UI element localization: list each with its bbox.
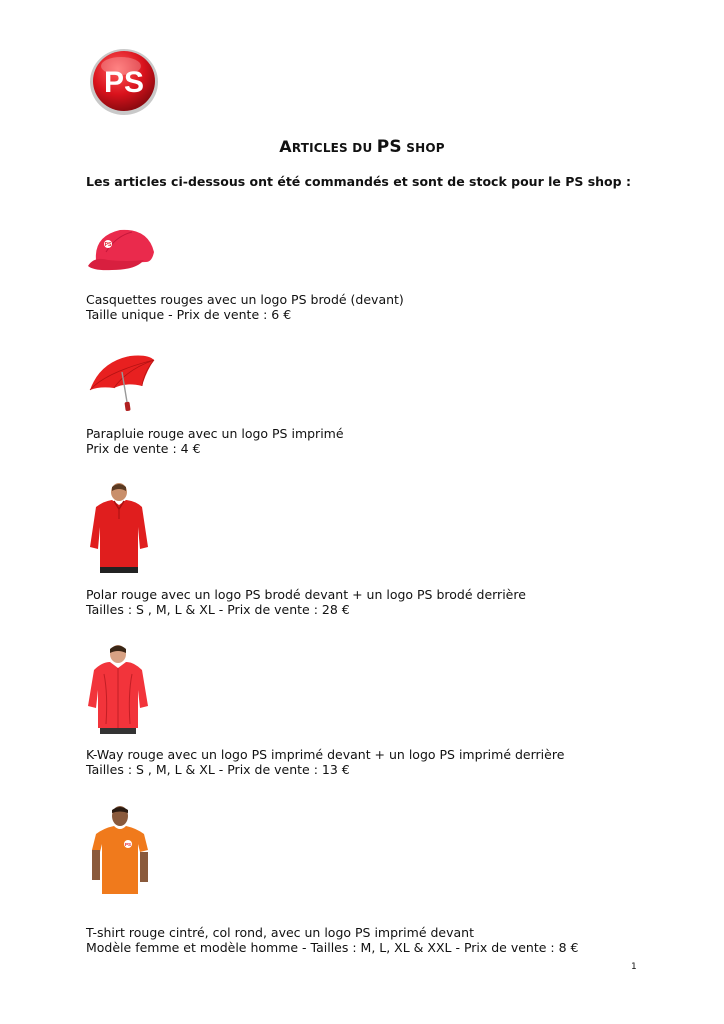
item-cap-description: Casquettes rouges avec un logo PS brodé (devant) (86, 292, 404, 307)
item-umbrella-text (86, 426, 344, 456)
title-shop: SHOP (401, 141, 445, 155)
item-umbrella-price: Prix de vente : 4 € (86, 441, 201, 456)
svg-text:PS: PS (104, 242, 112, 248)
page-number: 1 (631, 962, 637, 972)
item-fleece-description: Polar rouge avec un logo PS brodé devant + un logo PS brodé derrière (86, 587, 526, 602)
item-tshirt-price: Modèle femme et modèle homme - Tailles : M, L, XL & XXL - Prix de vente : 8 € (86, 940, 579, 955)
logo-text: PS (103, 66, 145, 99)
red-umbrella-icon (86, 352, 156, 414)
item-umbrella-description: Parapluie rouge avec un logo PS imprimé (86, 426, 344, 441)
item-cap-price: Taille unique - Prix de vente : 6 € (86, 307, 292, 322)
title-articles-du: RTICLES DU (291, 141, 377, 155)
page-title (0, 137, 724, 157)
item-tshirt-text (86, 925, 578, 955)
item-fleece-price: Tailles : S , M, L & XL - Prix de vente : 28 € (86, 602, 350, 617)
red-cap-icon (86, 222, 156, 272)
title-ps: PS (376, 137, 402, 157)
item-kway-text (86, 747, 564, 777)
red-kway-icon (86, 644, 150, 734)
red-fleece-icon (86, 483, 150, 573)
title-cap: A (279, 137, 292, 156)
intro-text: Les articles ci-dessous ont été commandés et sont de stock pour le PS shop : (86, 174, 631, 189)
item-cap-text (86, 292, 404, 322)
item-kway-price: Tailles : S , M, L & XL - Prix de vente : 13 € (86, 762, 350, 777)
item-tshirt-description: T-shirt rouge cintré, col rond, avec un logo PS imprimé devant (86, 925, 474, 940)
orange-tshirt-icon (88, 804, 152, 898)
item-kway-description: K-Way rouge avec un logo PS imprimé devant + un logo PS imprimé derrière (86, 747, 565, 762)
item-fleece-text (86, 587, 526, 617)
svg-text:PS: PS (124, 842, 132, 847)
ps-logo-icon (89, 48, 159, 116)
